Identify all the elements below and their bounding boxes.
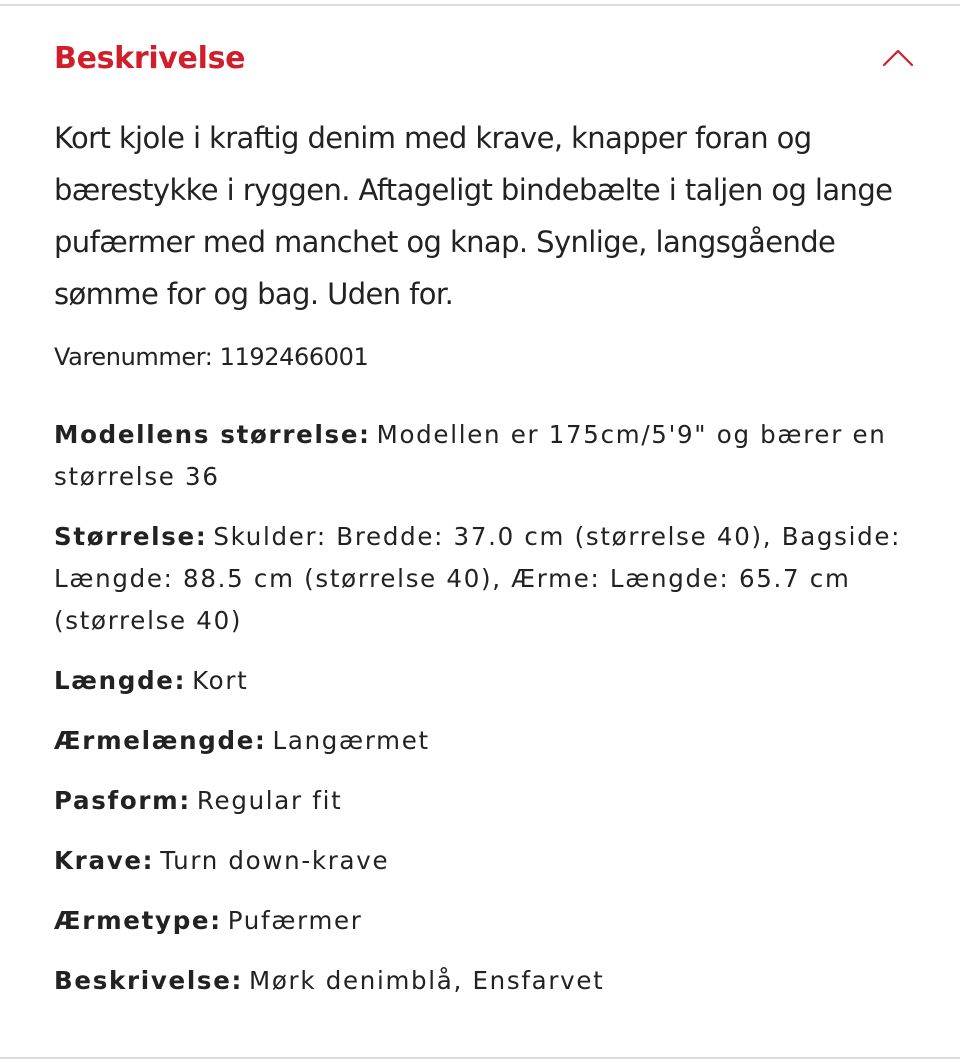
product-attributes-list <box>54 414 910 1020</box>
attribute-label: Størrelse: <box>54 522 208 551</box>
attribute-label: Krave: <box>54 846 155 875</box>
attribute-length <box>54 660 910 702</box>
attribute-value: Skulder: Bredde: 37.0 cm (størrelse 40), Bagside: Længde: 88.5 cm (størrelse 40), Ærme: Længde: 65.7 cm (størrelse 40) <box>54 522 902 635</box>
attribute-value: Langærmet <box>272 726 430 755</box>
attribute-label: Beskrivelse: <box>54 966 244 995</box>
article-number: Varenummer: 1192466001 <box>54 343 369 371</box>
attribute-value: Modellen er 175cm/5'9" og bærer en størrelse 36 <box>54 420 887 491</box>
attribute-value: Turn down-krave <box>160 846 390 875</box>
top-divider <box>0 4 960 6</box>
attribute-size <box>54 516 910 642</box>
collapse-toggle-button[interactable] <box>878 38 918 78</box>
product-description: Kort kjole i kraftig denim med krave, knapper foran og bærestykke i ryggen. Aftageligt bindebælte i taljen og lange pufærmer med manchet og knap. Synlige, langsgående sømme for og bag. Uden for. <box>54 121 893 311</box>
attribute-label: Modellens størrelse: <box>54 420 371 449</box>
attribute-sleeve-length <box>54 720 910 762</box>
attribute-value: Regular fit <box>196 786 343 815</box>
chevron-up-icon <box>882 48 914 68</box>
attribute-label: Ærmelængde: <box>54 726 267 755</box>
attribute-value: Kort <box>192 666 249 695</box>
attribute-label: Længde: <box>54 666 187 695</box>
attribute-collar <box>54 840 910 882</box>
section-title: Beskrivelse <box>54 40 246 76</box>
attribute-value: Mørk denimblå, Ensfarvet <box>249 966 605 995</box>
attribute-label: Ærmetype: <box>54 906 222 935</box>
attribute-fit <box>54 780 910 822</box>
bottom-divider <box>0 1057 960 1059</box>
accordion-header[interactable] <box>54 30 910 86</box>
attribute-label: Pasform: <box>54 786 191 815</box>
attribute-sleeve-type <box>54 900 910 942</box>
attribute-value: Pufærmer <box>227 906 363 935</box>
attribute-description <box>54 960 910 1002</box>
attribute-model-size <box>54 414 910 498</box>
